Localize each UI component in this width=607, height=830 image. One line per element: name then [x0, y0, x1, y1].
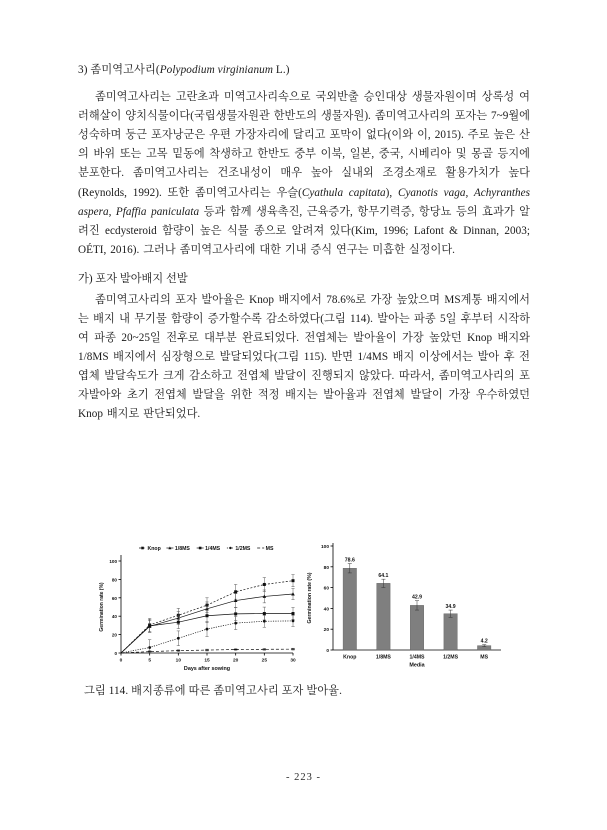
bar-value-label-1/4MS: 42.9 — [411, 594, 423, 601]
bar-value-label-1/2MS: 34.9 — [445, 603, 456, 610]
bar-value-label-Knop: 78.6 — [344, 557, 355, 564]
figure-114 — [95, 528, 507, 678]
series-marker — [292, 612, 295, 615]
y-tick-label: 20 — [323, 628, 329, 634]
bar-1/2MS — [444, 614, 457, 650]
x-tick-label: 30 — [290, 658, 296, 664]
legend-label-MS: MS — [265, 545, 274, 552]
y-tick-label: 20 — [111, 632, 117, 638]
y-tick-label: 100 — [109, 559, 117, 564]
y-tick-label: 100 — [320, 545, 329, 550]
legend-marker — [199, 547, 202, 550]
section-heading-prefix: 3) 좀미역고사리( — [78, 64, 160, 76]
paragraph-1-part-a: 좀미역고사리는 고란초과 미역고사리속으로 국외반출 승인대상 생물자원이며 상록성 여러해살이 양치식물이다(국립생물자원관 한반도의 생물자원). 좀미역고사리의 포자는 7~9월에 성숙하며 둥근 포자낭군은 우편 가장자리에 달리고 포막이 없다(이와 이, 2015). 주로 높은 산의 바위 또는 고목 밑동에 착생하고 한반도 중부 이북, 일본, 중국, 시베리아 및 몽골 등지에 분포한다. 좀미역고사리는 건조내성이 매우 높아 실내외 조경소재로 활용가치가 높다(Reynolds, 1992). 또한 좀미역고사리는 우슬( — [78, 91, 530, 199]
series-marker — [177, 637, 180, 640]
bar-value-label-MS: 4.2 — [480, 638, 488, 645]
x-tick-label-1/8MS: 1/8MS — [375, 654, 391, 661]
line-chart-svg — [95, 528, 298, 678]
x-tick-label: 15 — [204, 658, 210, 664]
series-marker — [234, 590, 237, 593]
series-marker — [292, 619, 295, 622]
x-tick-label-MS: MS — [480, 654, 489, 661]
paragraph-1-scientific-name-2: Cyanotis vaga, Achyranthes aspera, Pfaffia paniculata — [78, 186, 530, 218]
section-heading-suffix: L.) — [273, 64, 290, 76]
y-axis-title: Germination rate (%) — [307, 572, 313, 624]
series-marker — [292, 579, 295, 582]
series-marker — [234, 612, 237, 615]
y-tick-label: 60 — [323, 586, 329, 592]
bar-chart-germination-by-media — [301, 528, 507, 678]
page-number: - 223 - — [286, 772, 321, 783]
bar-Knop — [343, 568, 356, 650]
paragraph-results: 좀미역고사리의 포자 발아율은 Knop 배지에서 78.6%로 가장 높았으며 MS계통 배지에서는 배지 내 무기물 함량이 증가할수록 감소하였다(그림 114). 발아는 파종 5일 후부터 시작하여 파종 20~25일 전후로 대부분 완료되었다. 전엽체는 발아율이 가장 높았던 Knop 배지와 1/8MS 배지에서 심장형으로 발달되었다(그림 115). 반면 1/4MS 배지 이상에서는 발아 후 전엽체 발달속도가 크게 감소하고 전엽체 발달이 진행되지 않았다. 따라서, 좀미역고사리의 포자발아와 초기 전엽체 발달을 위한 적정 배지는 발아율과 전엽체 발달이 가장 우수하였던 Knop 배지로 판단되었다. — [78, 293, 530, 420]
x-tick-label: 0 — [119, 658, 123, 664]
section-heading — [78, 62, 530, 79]
y-tick-label: 40 — [323, 607, 329, 613]
series-marker — [206, 614, 209, 617]
bar-1/8MS — [377, 583, 390, 650]
x-axis-title: Media — [409, 662, 425, 669]
legend-marker — [229, 547, 231, 549]
legend-label-Knop: Knop — [147, 545, 161, 552]
y-tick-label: 80 — [323, 565, 329, 571]
legend-label-1/4MS: 1/4MS — [205, 545, 221, 552]
series-marker — [148, 624, 151, 627]
y-tick-label: 0 — [326, 649, 329, 654]
bar-1/4MS — [410, 605, 423, 650]
line-chart-germination-time-course — [95, 528, 298, 678]
series-marker — [148, 646, 151, 649]
paragraph-1-part-b: ), — [385, 186, 398, 199]
subsection-heading: 가) 포자 발아배지 선발 — [78, 272, 188, 285]
x-axis-title: Days after sowing — [183, 666, 231, 672]
series-marker — [206, 628, 209, 631]
bar-chart-svg — [301, 528, 507, 678]
y-tick-label: 80 — [111, 577, 117, 583]
page-content — [78, 62, 530, 427]
paragraph-1-part-c: 등과 함께 생육촉진, 근육증가, 항무기력증, 항당뇨 등의 효과가 알려진 ecdysteroid 함량이 높은 식물 종으로 알려져 있다(Kim, 1996; Lafont & Dinnan, 2003; OÉTI, 2016). 그러나 좀미역고사리에 대한 기내 증식 연구는 미흡한 실정이다. — [78, 205, 530, 256]
y-axis-title: Germination rate (%) — [99, 582, 105, 632]
x-tick-label: 20 — [232, 658, 239, 664]
series-marker — [263, 620, 266, 623]
paragraph-1-scientific-name-1: Cyathula capitata — [301, 186, 386, 199]
series-marker — [263, 612, 266, 615]
series-marker — [263, 583, 266, 586]
x-tick-label: 25 — [261, 658, 268, 664]
figure-caption: 그림 114. 배지종류에 따른 좀미역고사리 포자 발아율. — [84, 685, 342, 697]
x-tick-label-1/2MS: 1/2MS — [443, 654, 459, 661]
figure-frame — [95, 528, 507, 678]
legend-label-1/2MS: 1/2MS — [235, 545, 251, 552]
series-marker — [234, 622, 237, 625]
x-tick-label-1/4MS: 1/4MS — [409, 654, 425, 661]
x-tick-label: 10 — [175, 658, 182, 664]
section-heading-scientific-name: Polypodium virginianum — [159, 64, 274, 76]
x-tick-label-Knop: Knop — [343, 654, 357, 661]
y-tick-label: 60 — [111, 595, 117, 601]
legend-label-1/8MS: 1/8MS — [174, 545, 190, 552]
bar-value-label-1/8MS: 64.1 — [378, 572, 389, 579]
x-tick-label: 5 — [148, 658, 152, 664]
y-tick-label: 40 — [111, 614, 117, 620]
series-marker — [177, 621, 180, 624]
legend-marker — [141, 547, 144, 550]
paragraph-introduction — [78, 88, 530, 259]
y-tick-label: 0 — [114, 651, 117, 656]
